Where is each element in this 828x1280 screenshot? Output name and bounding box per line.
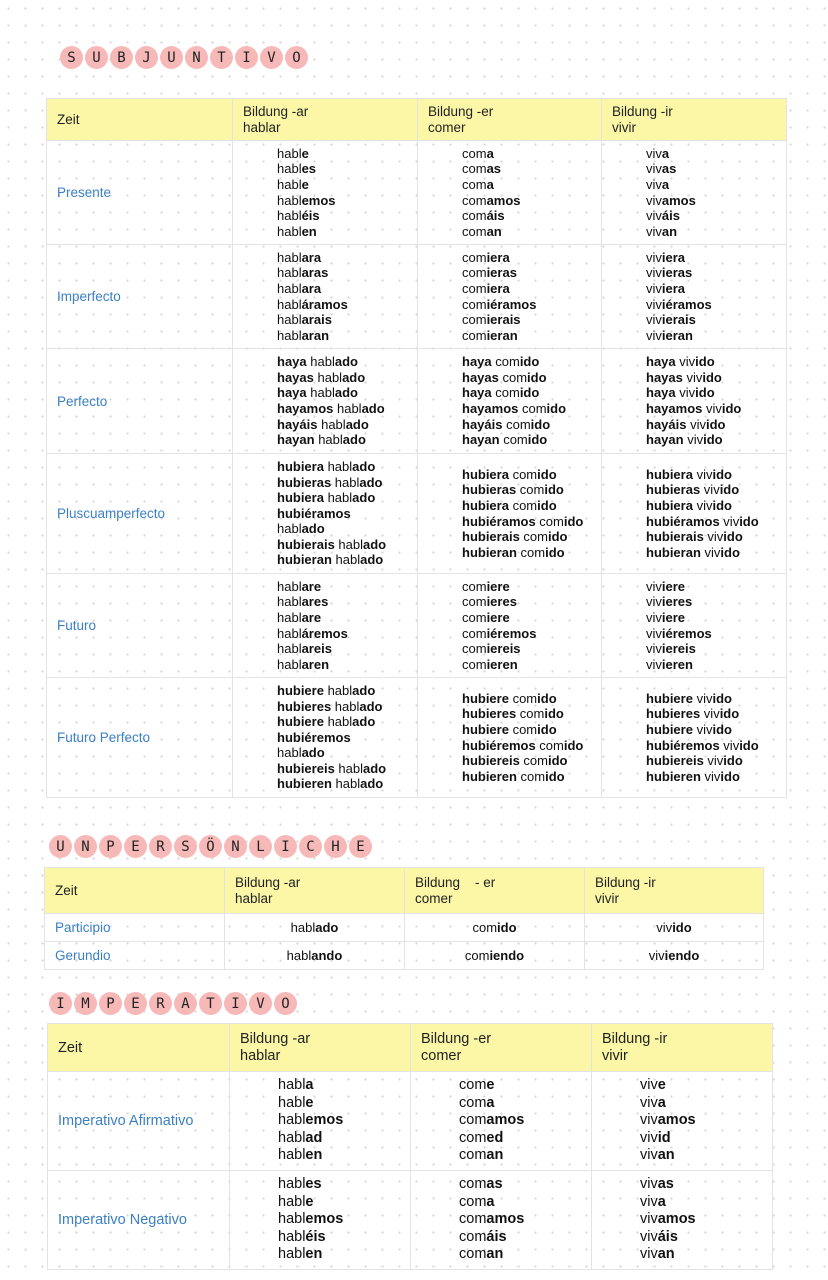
- header-er: Bildung -er comer: [418, 99, 602, 141]
- header-ar: Bildung -ar hablar: [225, 868, 405, 914]
- title-letter: T: [199, 992, 222, 1015]
- forms-ar: [225, 942, 405, 970]
- verb-form: hable: [278, 1193, 314, 1210]
- forms-ar: [233, 349, 418, 454]
- verb-form: coman: [462, 223, 502, 239]
- header-ar: Bildung -ar hablar: [230, 1024, 411, 1072]
- verb-form: hubiere comido: [462, 690, 557, 706]
- verb-form: viviereis: [646, 641, 696, 657]
- verb-form: hubieres hablado: [277, 698, 383, 714]
- verb-form: hubiera vivido: [646, 497, 732, 513]
- verb-form: viviendo: [648, 947, 700, 963]
- forms-ir: [592, 1072, 773, 1171]
- title-letter: N: [74, 835, 97, 858]
- verb-form: hubiere hablado: [277, 682, 376, 698]
- verb-form: hubieras vivido: [646, 482, 740, 498]
- verb-form: hablaran: [277, 327, 330, 343]
- header-zeit: Zeit: [45, 868, 225, 914]
- verb-form: hablareis: [277, 641, 332, 657]
- verb-form: hayáis vivido: [646, 416, 726, 432]
- title-letter: P: [99, 835, 122, 858]
- verb-form: come: [459, 1077, 495, 1094]
- row-label: Futuro: [47, 574, 233, 678]
- verb-form: hayas comido: [462, 369, 547, 385]
- verb-form: comiera: [462, 280, 510, 296]
- verb-form: hubieres vivido: [646, 706, 740, 722]
- verb-form: hablemos: [278, 1211, 344, 1228]
- verb-form: viva: [646, 145, 670, 161]
- forms-ir: [602, 454, 787, 574]
- verb-form: hubiereis hablado: [277, 760, 387, 776]
- verb-form: coma: [459, 1094, 495, 1111]
- verb-form: comiereis: [462, 641, 521, 657]
- verb-form: comiendo: [464, 947, 525, 963]
- title-letter: E: [124, 992, 147, 1015]
- forms-er: [418, 454, 602, 574]
- header-zeit: Zeit: [48, 1024, 230, 1072]
- verb-form: viváis: [640, 1228, 678, 1245]
- verb-form: comierais: [462, 312, 521, 328]
- row-label: Imperfecto: [47, 245, 233, 349]
- verb-form: hablaras: [277, 265, 329, 281]
- verb-form: hable: [278, 1094, 314, 1111]
- verb-form: hubierais comido: [462, 529, 568, 545]
- title-letter: A: [174, 992, 197, 1015]
- verb-form: hubiéramos vivido: [646, 513, 759, 529]
- verb-form: hayas vivido: [646, 369, 722, 385]
- title-letter: E: [124, 835, 147, 858]
- verb-form: hubieras comido: [462, 482, 564, 498]
- verb-form: hablen: [278, 1246, 323, 1263]
- verb-form: coma: [462, 176, 494, 192]
- verb-form: habléis: [277, 208, 320, 224]
- verb-form: vivan: [640, 1246, 675, 1263]
- forms-ar: [233, 245, 418, 349]
- verb-form: hubiéremos vivido: [646, 737, 759, 753]
- verb-form: hubiere hablado: [277, 714, 376, 730]
- verb-form: comamos: [459, 1211, 525, 1228]
- verb-form: hayamos comido: [462, 401, 567, 416]
- header-zeit: Zeit: [47, 99, 233, 141]
- verb-form: hubiera comido: [462, 466, 557, 482]
- verb-form: hayamos hablado: [277, 401, 385, 416]
- title-letter: E: [349, 835, 372, 858]
- title-letter: N: [224, 835, 247, 858]
- header-ar: Bildung -ar hablar: [233, 99, 418, 141]
- title-letter: H: [324, 835, 347, 858]
- verb-form: hablares: [277, 594, 329, 610]
- verb-form: vivido: [656, 919, 692, 935]
- verb-form: habláramos: [277, 296, 348, 312]
- header-ir: Bildung -ir vivir: [592, 1024, 773, 1072]
- row-label: Gerundio: [45, 942, 225, 970]
- verb-form: hablemos: [278, 1112, 344, 1129]
- title-letter: P: [99, 992, 122, 1015]
- verb-form: comieren: [462, 656, 518, 672]
- forms-ir: [602, 141, 787, 245]
- verb-form: hubieren comido: [462, 768, 565, 784]
- verb-form: viviéramos: [646, 296, 712, 312]
- forms-er: [418, 574, 602, 678]
- forms-ir: [602, 245, 787, 349]
- forms-er: [411, 1072, 592, 1171]
- verb-form: comiéremos: [462, 625, 537, 641]
- verb-form: comiera: [462, 249, 510, 265]
- verb-form: hubiereis comido: [462, 753, 568, 769]
- title-letter: V: [249, 992, 272, 1015]
- title-letter: S: [174, 835, 197, 858]
- title-letter: J: [135, 46, 158, 69]
- header-er: Bildung -er comer: [411, 1024, 592, 1072]
- title-letter: Ö: [199, 835, 222, 858]
- verb-form: comas: [462, 161, 502, 177]
- verb-form: hablado: [277, 521, 325, 537]
- verb-form: vivid: [640, 1129, 671, 1146]
- verb-form: hablen: [278, 1147, 323, 1164]
- title-letter: V: [260, 46, 283, 69]
- title-letter: U: [49, 835, 72, 858]
- verb-form: hablara: [277, 249, 322, 265]
- verb-form: hayáis comido: [462, 416, 551, 432]
- title-letter: N: [185, 46, 208, 69]
- verb-form: habléis: [278, 1228, 326, 1245]
- title-letter: U: [160, 46, 183, 69]
- verb-form: coman: [459, 1147, 504, 1164]
- forms-er: [418, 349, 602, 454]
- imperativo-table: [47, 1023, 773, 1270]
- verb-form: hubieran comido: [462, 544, 565, 560]
- forms-ar: [230, 1171, 411, 1270]
- verb-form: hubiéremos comido: [462, 737, 584, 753]
- verb-form: hablado: [277, 745, 325, 761]
- title-letter: R: [149, 992, 172, 1015]
- verb-form: vivieren: [646, 656, 693, 672]
- verb-form: hablarais: [277, 312, 332, 328]
- row-label: Participio: [45, 914, 225, 942]
- verb-form: hablado: [290, 919, 339, 935]
- verb-form: hubieran hablado: [277, 552, 384, 568]
- verb-form: viva: [640, 1094, 666, 1111]
- verb-form: vivieras: [646, 265, 693, 281]
- verb-form: hubiera hablado: [277, 490, 376, 506]
- verb-form: habla: [278, 1077, 314, 1094]
- row-label: Imperativo Afirmativo: [48, 1072, 230, 1171]
- title-letter: T: [210, 46, 233, 69]
- verb-form: viviera: [646, 280, 686, 296]
- title-letter: I: [49, 992, 72, 1015]
- verb-form: vivieres: [646, 594, 693, 610]
- verb-form: hubiere comido: [462, 721, 557, 737]
- row-label: Presente: [47, 141, 233, 245]
- section-title-imperativo: [49, 992, 299, 1015]
- verb-form: hubieren hablado: [277, 776, 384, 792]
- forms-ar: [233, 454, 418, 574]
- verb-form: hablare: [277, 609, 322, 625]
- verb-form: hable: [277, 176, 309, 192]
- forms-ir: [602, 574, 787, 678]
- verb-form: hablen: [277, 223, 317, 239]
- verb-form: hablaren: [277, 656, 330, 672]
- verb-form: vivamos: [646, 192, 696, 208]
- title-letter: M: [74, 992, 97, 1015]
- verb-form: vive: [640, 1077, 666, 1094]
- forms-ar: [230, 1072, 411, 1171]
- verb-form: vivamos: [640, 1112, 696, 1129]
- verb-form: viviere: [646, 578, 686, 594]
- row-label: Perfecto: [47, 349, 233, 454]
- verb-form: vivamos: [640, 1211, 696, 1228]
- verb-form: haya comido: [462, 385, 540, 401]
- forms-ir: [585, 942, 764, 970]
- verb-form: hablare: [277, 578, 322, 594]
- verb-form: comed: [459, 1129, 504, 1146]
- verb-form: coma: [462, 145, 494, 161]
- verb-form: hubiéramos comido: [462, 513, 584, 529]
- title-letter: C: [299, 835, 322, 858]
- verb-form: haya vivido: [646, 385, 715, 401]
- row-label: Pluscuamperfecto: [47, 454, 233, 574]
- verb-form: hables: [277, 161, 317, 177]
- header-ir: Bildung -ir vivir: [585, 868, 764, 914]
- title-letter: S: [60, 46, 83, 69]
- verb-form: viva: [646, 176, 670, 192]
- forms-ar: [233, 141, 418, 245]
- forms-ar: [233, 574, 418, 678]
- verb-form: hubierais vivido: [646, 529, 743, 545]
- verb-form: comáis: [459, 1228, 507, 1245]
- verb-form: hayáis hablado: [277, 416, 369, 432]
- verb-form: haya vivido: [646, 354, 715, 370]
- row-label: Futuro Perfecto: [47, 678, 233, 798]
- title-letter: R: [149, 835, 172, 858]
- verb-form: vivas: [646, 161, 677, 177]
- forms-er: [418, 678, 602, 798]
- verb-form: hubieres comido: [462, 706, 564, 722]
- verb-form: hubiereis vivido: [646, 753, 743, 769]
- verb-form: hubiéramos: [277, 505, 351, 521]
- forms-ir: [602, 349, 787, 454]
- row-label: Imperativo Negativo: [48, 1171, 230, 1270]
- verb-form: vivas: [640, 1176, 674, 1193]
- title-letter: B: [110, 46, 133, 69]
- verb-form: comas: [459, 1176, 503, 1193]
- verb-form: comieran: [462, 327, 518, 343]
- title-letter: I: [224, 992, 247, 1015]
- forms-er: [405, 914, 585, 942]
- verb-form: hablad: [278, 1129, 323, 1146]
- verb-form: viviere: [646, 609, 686, 625]
- verb-form: viváis: [646, 208, 680, 224]
- forms-ar: [233, 678, 418, 798]
- title-letter: I: [235, 46, 258, 69]
- verb-form: hubiera comido: [462, 497, 557, 513]
- verb-form: hable: [277, 145, 309, 161]
- subjuntivo-table: [46, 98, 787, 798]
- verb-form: hables: [278, 1176, 322, 1193]
- verb-form: hubieras hablado: [277, 474, 383, 490]
- section-title-subjuntivo: [60, 46, 310, 69]
- verb-form: comido: [472, 919, 517, 935]
- verb-form: comamos: [462, 192, 521, 208]
- verb-form: hayan vivido: [646, 432, 723, 448]
- verb-form: comieras: [462, 265, 517, 281]
- verb-form: coman: [459, 1246, 504, 1263]
- verb-form: hubiere vivido: [646, 721, 732, 737]
- forms-ar: [225, 914, 405, 942]
- header-ir: Bildung -ir vivir: [602, 99, 787, 141]
- verb-form: vivieran: [646, 327, 693, 343]
- verb-form: hablemos: [277, 192, 336, 208]
- header-er: Bildung - er comer: [405, 868, 585, 914]
- forms-ir: [592, 1171, 773, 1270]
- verb-form: viviera: [646, 249, 686, 265]
- verb-form: hubiera hablado: [277, 458, 376, 474]
- verb-form: hayamos vivido: [646, 401, 742, 416]
- verb-form: hubiere vivido: [646, 690, 732, 706]
- forms-ir: [585, 914, 764, 942]
- verb-form: haya hablado: [277, 385, 358, 401]
- verb-form: comieres: [462, 594, 517, 610]
- verb-form: hayan hablado: [277, 432, 366, 448]
- forms-er: [418, 141, 602, 245]
- verb-form: vivan: [640, 1147, 675, 1164]
- verb-form: hubierais hablado: [277, 536, 387, 552]
- verb-form: habláremos: [277, 625, 348, 641]
- forms-ir: [602, 678, 787, 798]
- verb-form: hayan comido: [462, 432, 548, 448]
- section-title-unpersoenliche: [49, 835, 374, 858]
- verb-form: comiere: [462, 578, 510, 594]
- verb-form: haya comido: [462, 354, 540, 370]
- verb-form: coma: [459, 1193, 495, 1210]
- verb-form: hablando: [286, 947, 343, 963]
- verb-form: hubiéremos: [277, 729, 351, 745]
- verb-form: viva: [640, 1193, 666, 1210]
- verb-form: hablara: [277, 280, 322, 296]
- verb-form: hubieran vivido: [646, 544, 740, 560]
- forms-er: [411, 1171, 592, 1270]
- verb-form: vivierais: [646, 312, 696, 328]
- verb-form: hayas hablado: [277, 369, 366, 385]
- verb-form: comiéramos: [462, 296, 537, 312]
- verb-form: vivan: [646, 223, 678, 239]
- verb-form: hubieren vivido: [646, 768, 740, 784]
- verb-form: comiere: [462, 609, 510, 625]
- unpersoenliche-table: [44, 867, 764, 970]
- title-letter: L: [249, 835, 272, 858]
- forms-er: [405, 942, 585, 970]
- title-letter: I: [274, 835, 297, 858]
- verb-form: viviéremos: [646, 625, 712, 641]
- forms-er: [418, 245, 602, 349]
- title-letter: O: [274, 992, 297, 1015]
- verb-form: comamos: [459, 1112, 525, 1129]
- verb-form: comáis: [462, 208, 505, 224]
- verb-form: haya hablado: [277, 354, 358, 370]
- verb-form: hubiera vivido: [646, 466, 732, 482]
- title-letter: U: [85, 46, 108, 69]
- title-letter: O: [285, 46, 308, 69]
